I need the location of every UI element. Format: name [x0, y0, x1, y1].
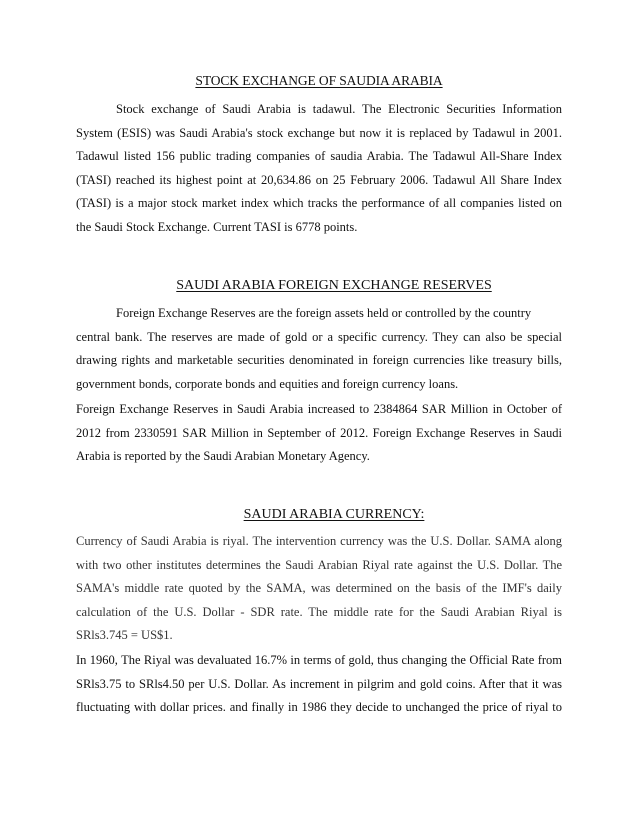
paragraph-line: System (ESIS) was Saudi Arabia's stock exchange but now it is replaced by Tadawul in 2001. — [76, 125, 562, 140]
currency-paragraph-1 — [76, 530, 562, 648]
paragraph-line: Currency of Saudi Arabia is riyal. The intervention currency was the U.S. Dollar. SAMA along — [76, 534, 562, 548]
paragraph-line: calculation of the U.S. Dollar - SDR rate. The middle rate for the Saudi Arabian Riyal is — [76, 604, 562, 619]
paragraph-line: Stock exchange of Saudi Arabia is tadawul. The Electronic Securities Information — [116, 102, 562, 116]
paragraph-line: government bonds, corporate bonds and equities and foreign currency loans. — [76, 376, 459, 391]
stock-exchange-paragraph — [76, 98, 562, 239]
stock-exchange-heading: STOCK EXCHANGE OF SAUDIA ARABIA — [195, 73, 443, 88]
foreign-reserves-paragraph-2 — [76, 398, 562, 469]
currency-paragraph-2 — [76, 649, 562, 720]
paragraph-line: In 1960, The Riyal was devaluated 16.7% in terms of gold, thus changing the Official Rate from — [76, 653, 562, 667]
paragraph-line: SRls3.75 to SRls4.50 per U.S. Dollar. As increment in pilgrim and gold coins. After that it was — [76, 676, 562, 691]
currency-heading: SAUDI ARABIA CURRENCY: — [243, 507, 425, 522]
paragraph-line: Arabia is reported by the Saudi Arabian Monetary Agency. — [76, 449, 370, 463]
paragraph-line: Foreign Exchange Reserves are the foreign assets held or controlled by the country — [116, 306, 532, 320]
paragraph-line: (TASI) reached its highest point at 20,634.86 on 25 February 2006. Tadawul All Share Index — [76, 172, 562, 187]
foreign-reserves-paragraph-1 — [76, 302, 562, 396]
paragraph-line: the Saudi Stock Exchange. Current TASI is 6778 points. — [76, 219, 358, 234]
paragraph-line: fluctuating with dollar prices. and finally in 1986 they decide to unchanged the price of riyal to — [76, 700, 562, 714]
paragraph-line: SAMA's middle rate quoted by the SAMA, was determined on the basis of the IMF's daily — [76, 581, 562, 595]
foreign-reserves-heading: SAUDI ARABIA FOREIGN EXCHANGE RESERVES — [176, 278, 492, 293]
paragraph-line: (TASI) is a major stock market index which tracks the performance of all companies listed on — [76, 196, 562, 210]
paragraph-line: drawing rights and marketable securities denominated in foreign currencies like treasury bills, — [76, 353, 562, 367]
paragraph-line: central bank. The reserves are made of gold or a specific currency. They can also be special — [76, 329, 562, 344]
paragraph-line: with two other institutes determines the Saudi Arabian Riyal rate against the U.S. Dollar. The — [76, 557, 562, 572]
paragraph-line: Foreign Exchange Reserves in Saudi Arabia increased to 2384864 SAR Million in October of — [76, 402, 562, 416]
paragraph-line: Tadawul listed 156 public trading companies of saudia Arabia. The Tadawul All-Share Index — [76, 149, 562, 163]
paragraph-line: 2012 from 2330591 SAR Million in September of 2012. Foreign Exchange Reserves in Saudi — [76, 425, 562, 440]
paragraph-line: SRls3.745 = US$1. — [76, 628, 173, 642]
